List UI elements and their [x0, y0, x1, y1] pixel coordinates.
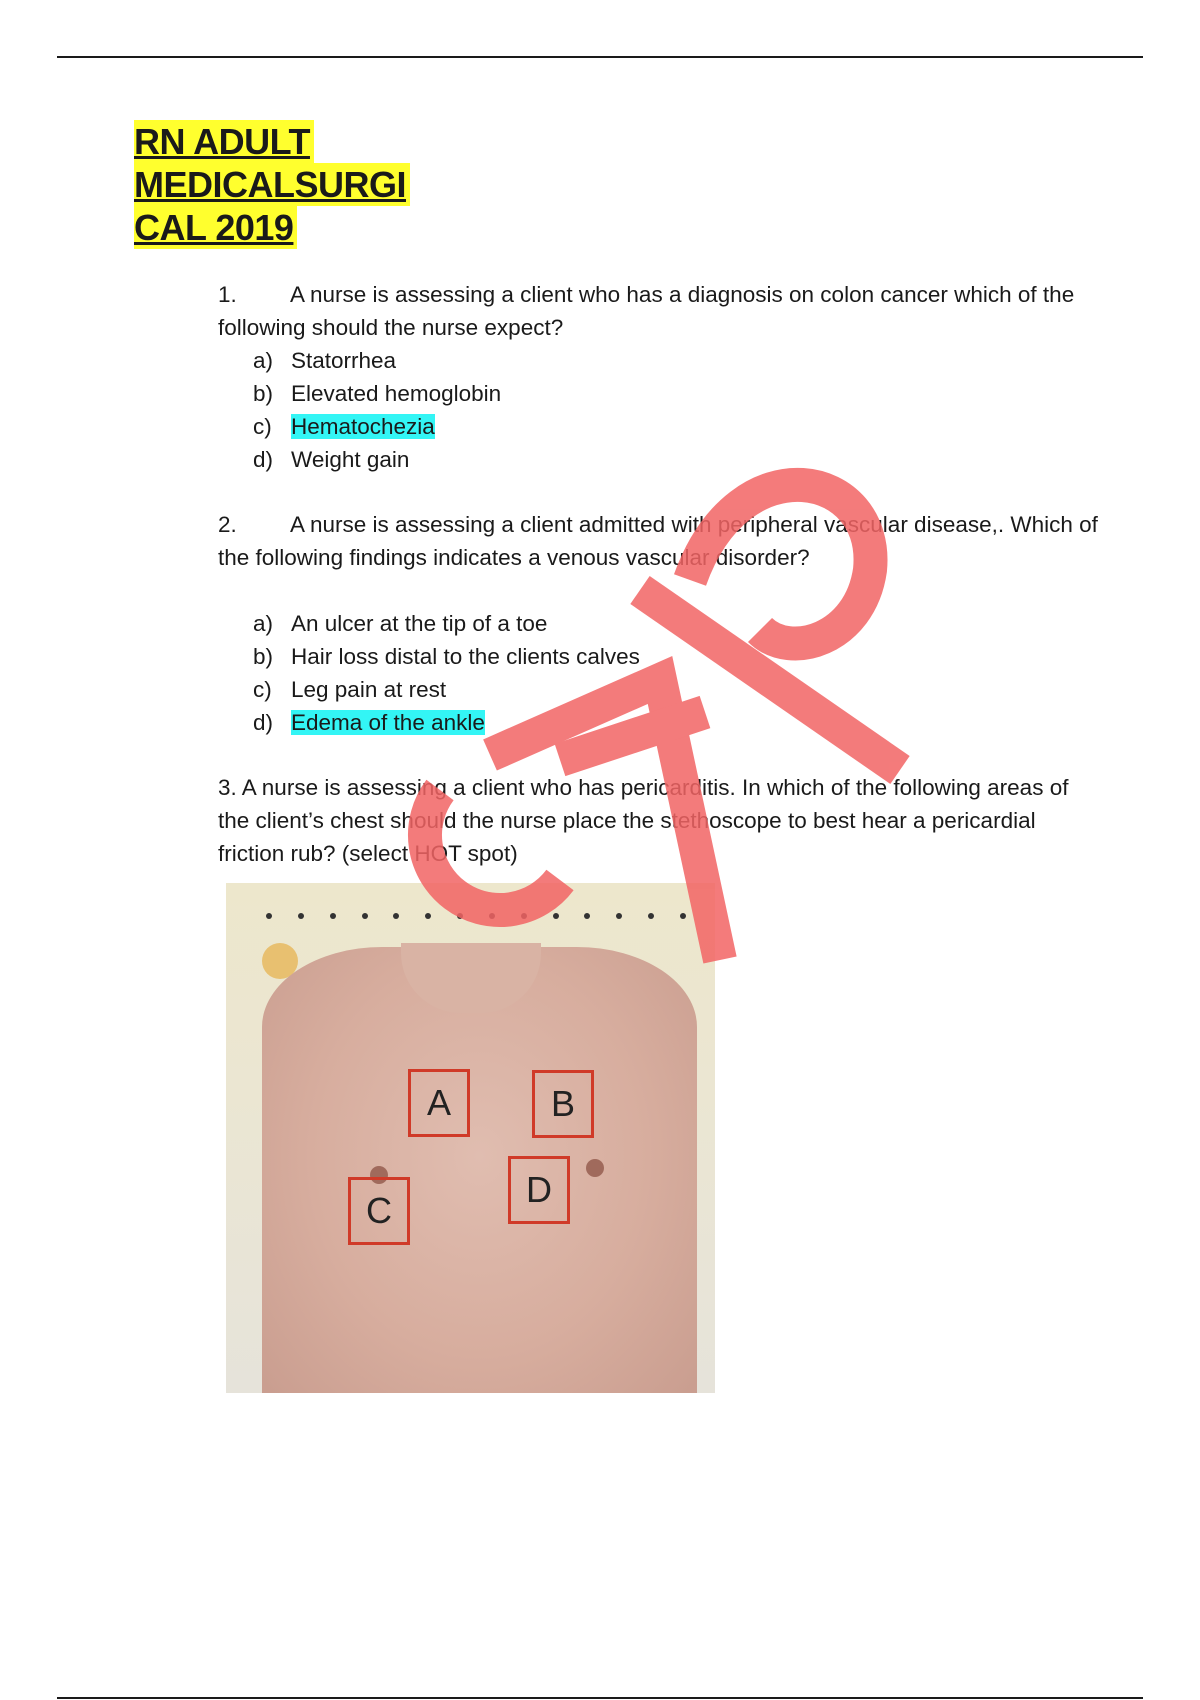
option-text: Leg pain at rest [291, 677, 447, 702]
chest-hotspot-image [226, 883, 715, 1393]
question-number: 2. [218, 512, 237, 537]
answer-options [218, 344, 1098, 476]
answer-option[interactable] [218, 443, 1098, 476]
question-text: A nurse is assessing a client admitted with peripheral vascular disease,. Which of the following findings indicates a venous vascular disorder? [218, 512, 1098, 570]
right-nipple [586, 1159, 604, 1177]
option-text: An ulcer at the tip of a toe [291, 611, 548, 636]
hotspot-b[interactable]: B [532, 1070, 594, 1138]
answer-option-correct[interactable] [218, 410, 1098, 443]
top-rule [57, 56, 1143, 58]
answer-option[interactable] [218, 640, 1098, 673]
title-line-1: RN ADULT [134, 120, 314, 163]
option-text-highlighted: Hematochezia [291, 414, 435, 439]
question-text [218, 771, 1098, 870]
answer-option[interactable] [218, 344, 1098, 377]
option-letter: b) [253, 644, 274, 669]
question-list [218, 278, 1098, 870]
answer-option[interactable] [218, 607, 1098, 640]
option-letter: a) [253, 611, 274, 636]
hotspot-c[interactable]: C [348, 1177, 410, 1245]
question-text: A nurse is assessing a client who has a diagnosis on colon cancer which of the following should the nurse expect? [218, 282, 1075, 340]
option-text: Elevated hemoglobin [291, 381, 502, 406]
answer-option[interactable] [218, 377, 1098, 410]
option-text-highlighted: Edema of the ankle [291, 710, 485, 735]
option-letter: d) [253, 447, 274, 472]
answer-option[interactable] [218, 673, 1098, 706]
option-letter: c) [253, 677, 272, 702]
question-body: A nurse is assessing a client who has pericarditis. In which of the following areas of the client’s chest should the nurse place the stethoscope to best hear a pericardial friction rub? (select HOT spot) [218, 775, 1069, 866]
hotspot-a[interactable]: A [408, 1069, 470, 1137]
option-text: Hair loss distal to the clients calves [291, 644, 640, 669]
option-text: Weight gain [291, 447, 410, 472]
option-text: Statorrhea [291, 348, 397, 373]
option-letter: a) [253, 348, 274, 373]
option-letter: b) [253, 381, 274, 406]
option-letter: c) [253, 414, 272, 439]
bottom-rule [57, 1697, 1143, 1699]
title-line-2: MEDICALSURGI [134, 163, 410, 206]
question-2 [218, 508, 1098, 739]
dotted-marks [266, 913, 686, 919]
hotspot-d[interactable]: D [508, 1156, 570, 1224]
question-number: 3. [218, 775, 237, 800]
answer-options [218, 607, 1098, 739]
question-number: 1. [218, 282, 237, 307]
document-title [134, 120, 410, 249]
answer-option-correct[interactable] [218, 706, 1098, 739]
question-3 [218, 771, 1098, 870]
chest-torso [262, 947, 697, 1393]
title-line-3: CAL 2019 [134, 206, 297, 249]
option-letter: d) [253, 710, 274, 735]
question-1 [218, 278, 1098, 476]
